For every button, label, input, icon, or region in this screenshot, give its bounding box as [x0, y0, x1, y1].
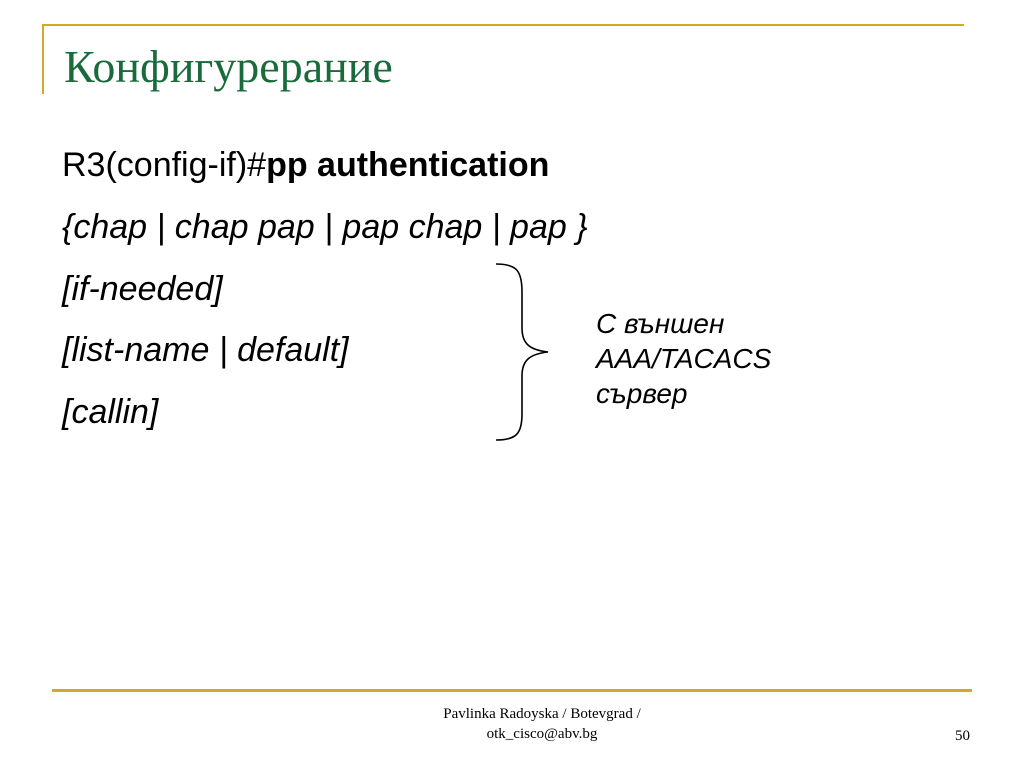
footer-email: otk_cisco@abv.bg: [486, 726, 598, 742]
side-note: [596, 306, 771, 411]
page-number: 50: [955, 728, 970, 744]
side-note-line: С външен: [596, 308, 725, 339]
side-note-line: AAA/TACACS: [596, 343, 772, 374]
left-decorative-line: [42, 24, 44, 94]
curly-brace-icon: [490, 258, 560, 448]
if-needed-line: [if-needed]: [62, 270, 223, 308]
top-decorative-line: [42, 24, 964, 26]
command-line: [62, 146, 549, 185]
footer-author-line: Pavlinka Radoyska / Botevgrad /: [443, 706, 641, 722]
command-keyword: pp authentication: [266, 146, 550, 184]
slide-title: Конфигурерание: [64, 41, 393, 92]
footer-author: [332, 704, 752, 744]
auth-options-line: {chap | chap pap | pap chap | pap }: [62, 208, 588, 246]
footer-divider-line: [52, 689, 972, 692]
side-note-line: сървер: [596, 378, 688, 409]
list-name-line: [list-name | default]: [62, 331, 349, 369]
callin-line: [callin]: [62, 393, 159, 431]
command-prompt: R3(config-if)#: [62, 146, 267, 184]
